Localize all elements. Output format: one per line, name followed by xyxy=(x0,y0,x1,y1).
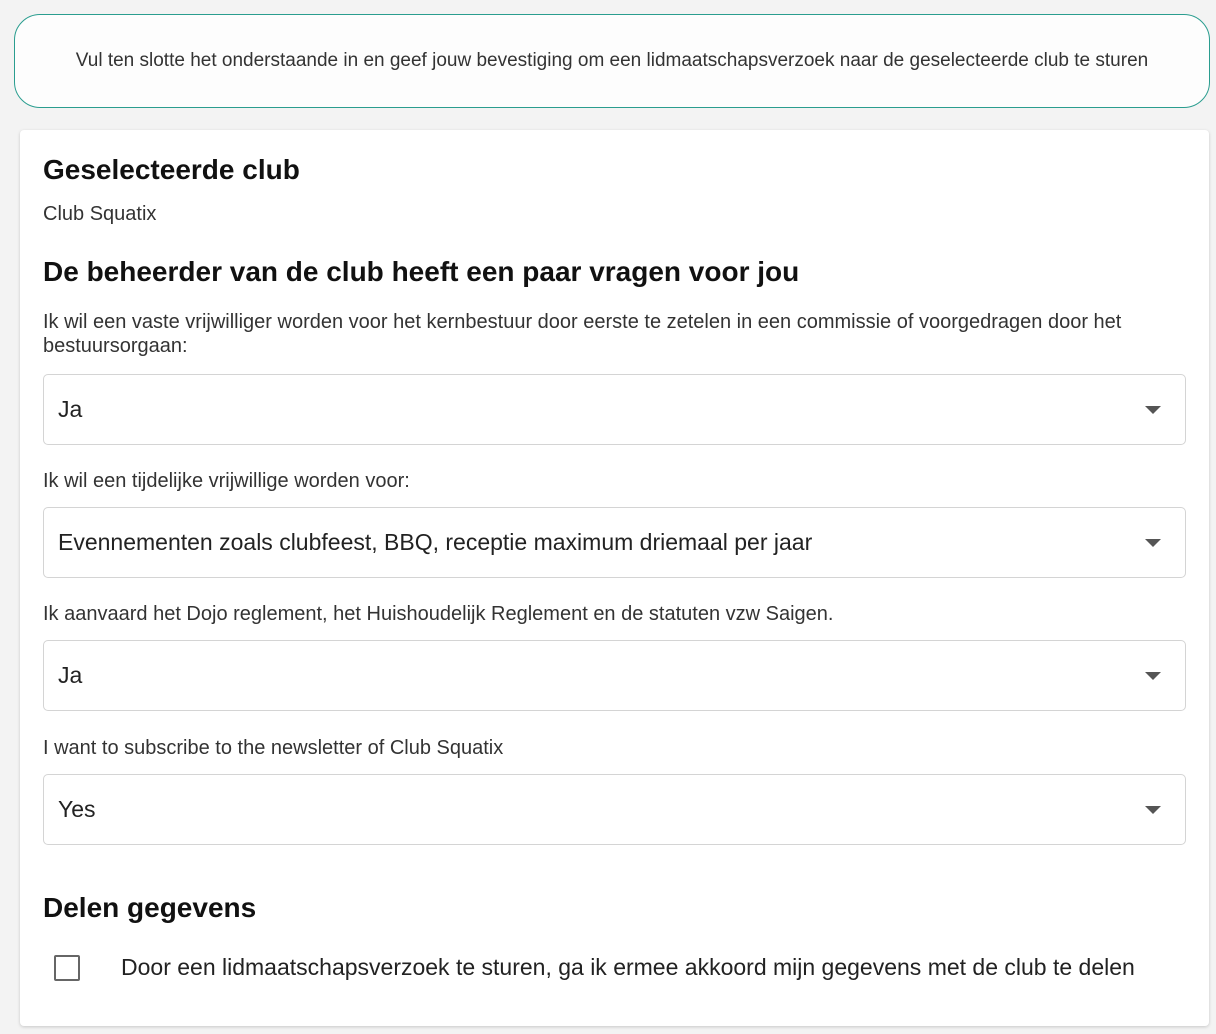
caret-down-icon xyxy=(1145,539,1161,547)
question-label-temporary-volunteer: Ik wil een tijdelijke vrijwillige worden voor: xyxy=(43,470,410,492)
regulations-select[interactable] xyxy=(43,640,1186,711)
regulations-select-value: Ja xyxy=(58,662,83,688)
data-sharing-consent-row[interactable] xyxy=(52,950,1192,986)
caret-down-icon xyxy=(1145,806,1161,814)
caret-down-icon xyxy=(1145,406,1161,414)
newsletter-select-value: Yes xyxy=(58,796,96,822)
membership-request-form xyxy=(20,130,1209,1026)
question-label-core-volunteer: Ik wil een vaste vrijwilliger worden voor het kernbestuur door eerste te zetelen in een commissie of voorgedragen door het bestuursorgaan: xyxy=(43,311,1122,357)
question-label-regulations: Ik aanvaard het Dojo reglement, het Huishoudelijk Reglement en de statuten vzw Saigen. xyxy=(43,603,834,625)
instruction-text: Vul ten slotte het onderstaande in en geef jouw bevestiging om een lidmaatschapsverzoek naar de geselecteerde club te sturen xyxy=(75,50,1149,71)
data-sharing-heading: Delen gegevens xyxy=(43,892,257,923)
selected-club-name: Club Squatix xyxy=(43,203,157,225)
consent-label: Door een lidmaatschapsverzoek te sturen, ga ik ermee akkoord mijn gegevens met de club te delen xyxy=(121,954,1135,980)
selected-club-heading: Geselecteerde club xyxy=(43,154,300,185)
instruction-banner xyxy=(14,14,1210,108)
newsletter-select[interactable] xyxy=(43,774,1186,845)
question-label-newsletter: I want to subscribe to the newsletter of Club Squatix xyxy=(43,737,504,759)
core-volunteer-select[interactable] xyxy=(43,374,1186,445)
questions-heading: De beheerder van de club heeft een paar vragen voor jou xyxy=(43,256,800,287)
temporary-volunteer-select[interactable] xyxy=(43,507,1186,578)
caret-down-icon xyxy=(1145,672,1161,680)
temporary-volunteer-select-value: Evennementen zoals clubfeest, BBQ, receptie maximum driemaal per jaar xyxy=(58,529,813,555)
core-volunteer-select-value: Ja xyxy=(58,396,83,422)
consent-checkbox[interactable] xyxy=(54,955,80,981)
